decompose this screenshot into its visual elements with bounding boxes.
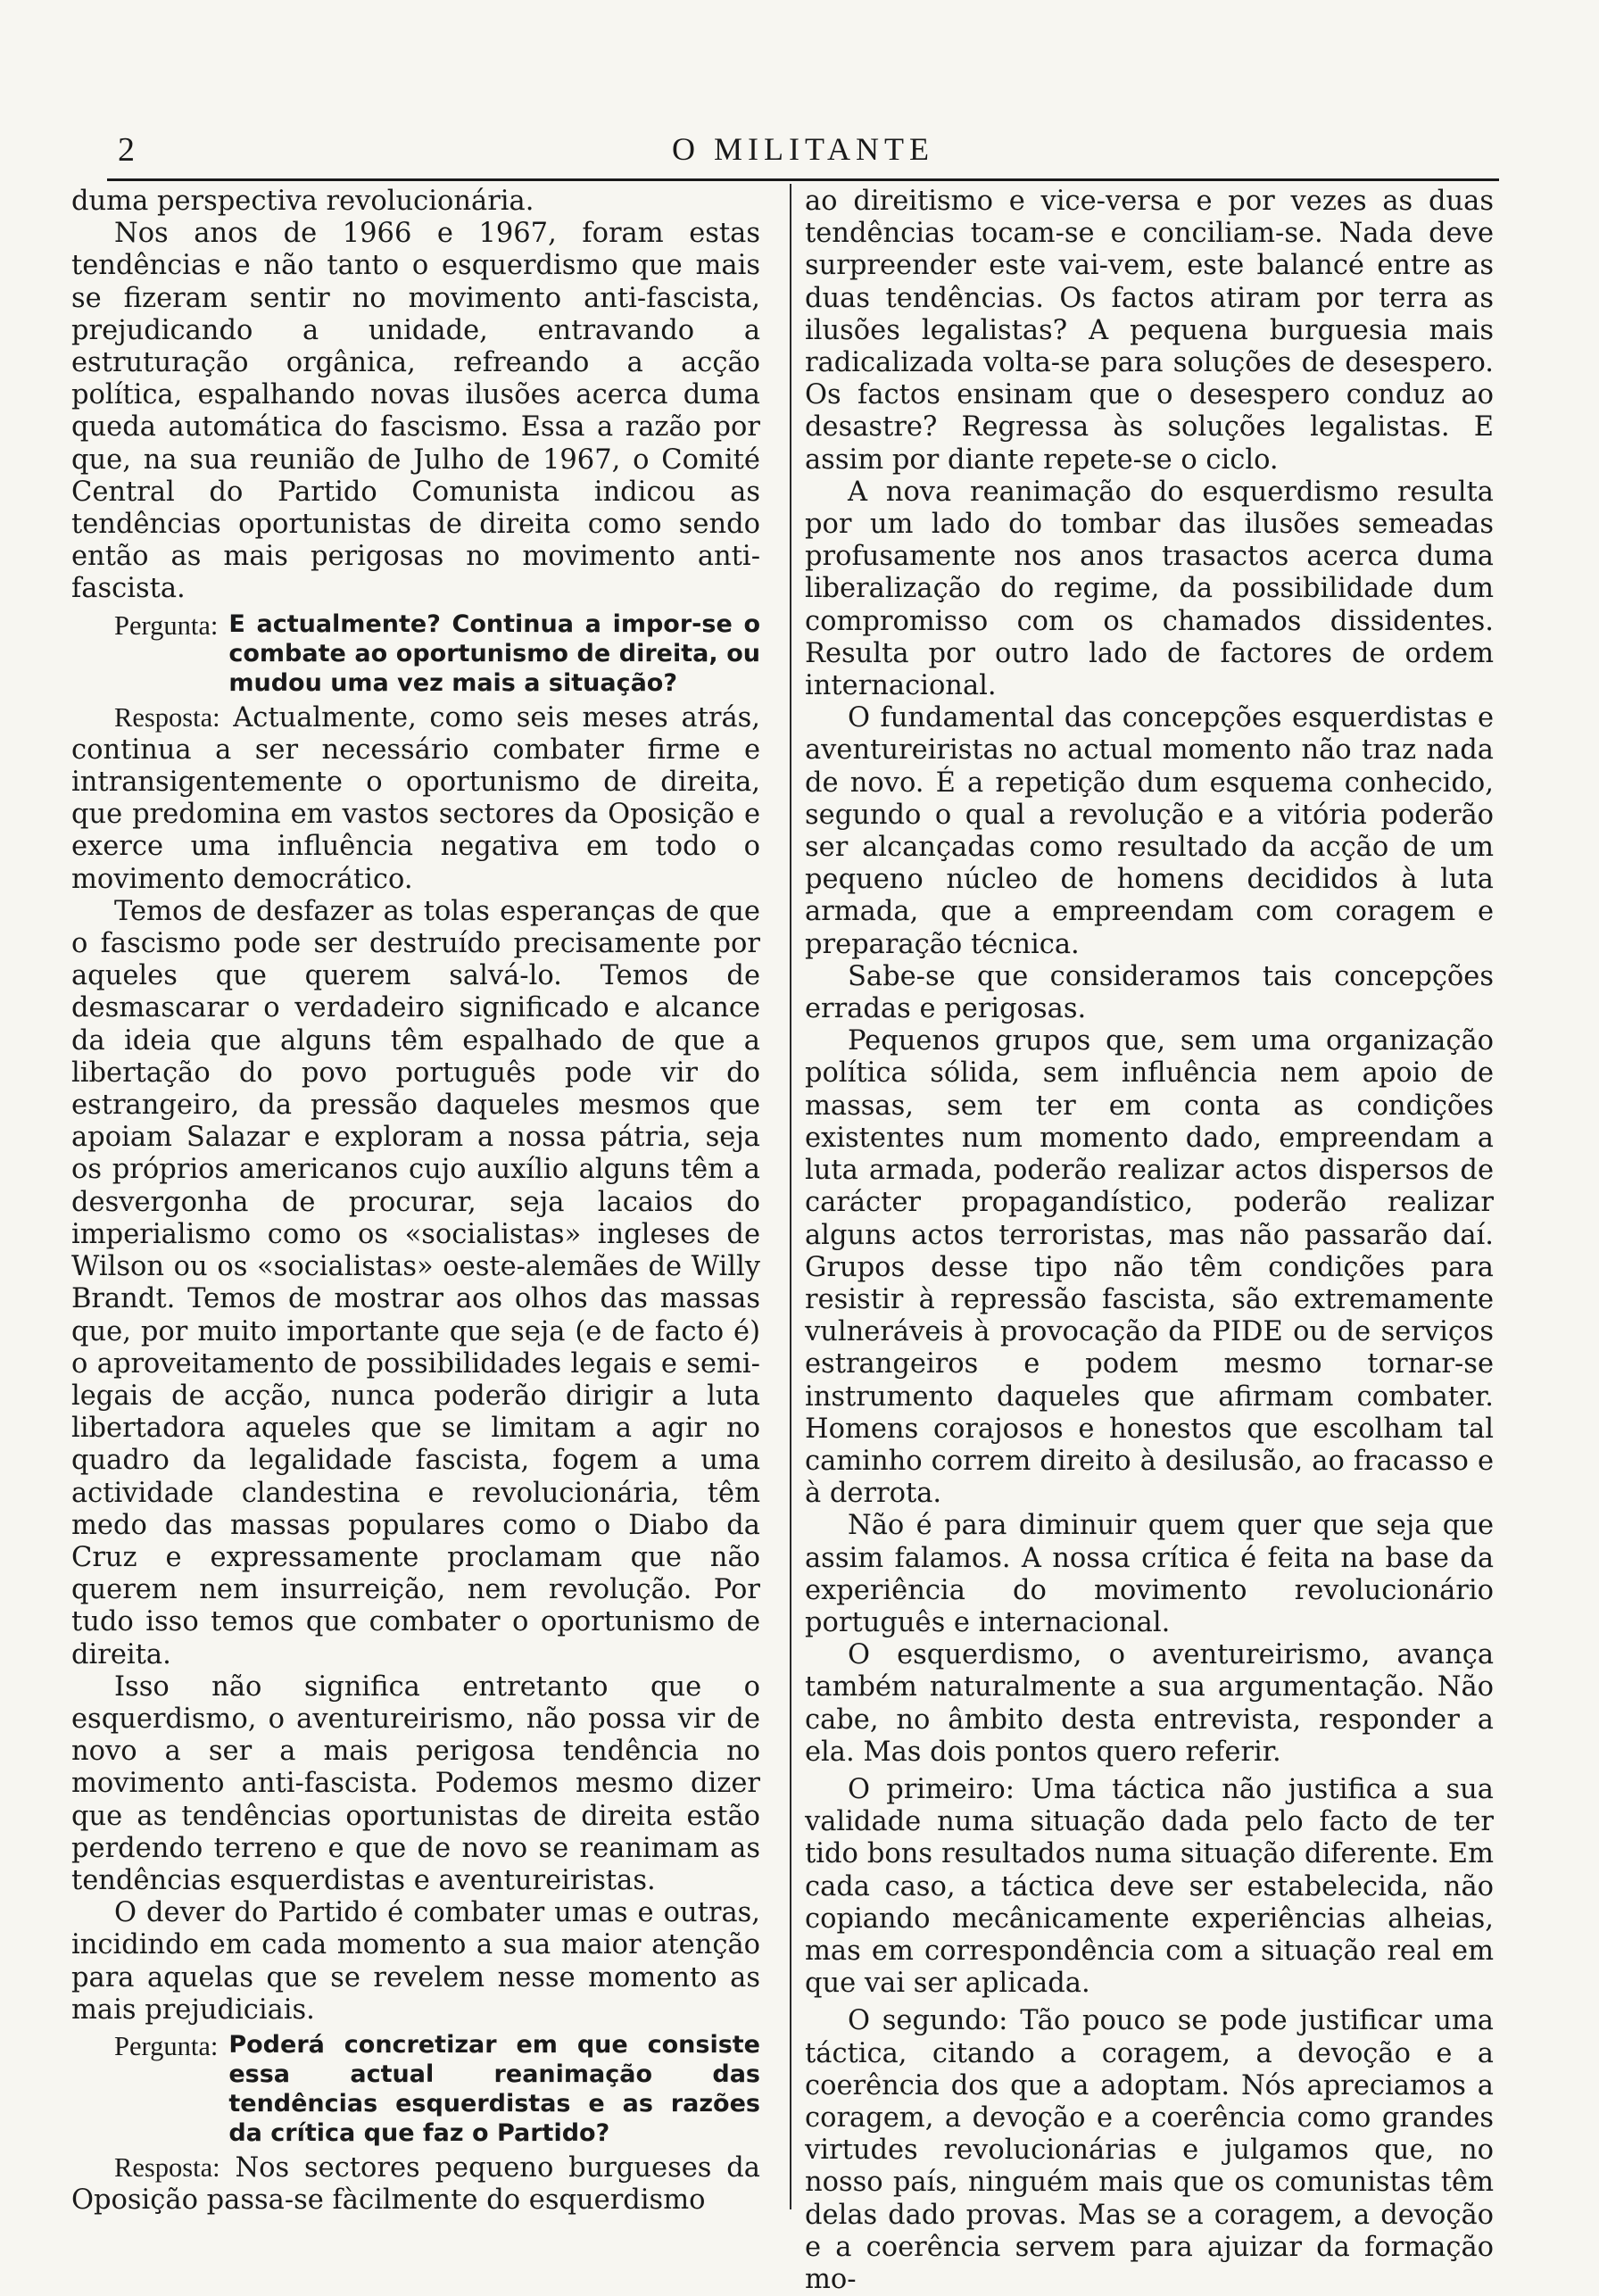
paragraph: A nova reanimação do esquerdismo resulta por um lado do tombar das ilusões semeadas profusamente nos anos trasactos acerca duma liberalização do regime, da possibilidade dum compromisso com os chamados dissidentes. Resulta por outro lado de factores de ordem internacional. [805,476,1494,702]
question-text: Poderá concretizar em que consiste essa actual reanimação das tendências esquerdistas e as razões da crítica que faz o Partido? [228,2030,760,2147]
question-label: Pergunta: [114,2030,219,2061]
paragraph: duma perspectiva revolucionária. [71,186,534,217]
answer-label: Resposta: [114,701,220,733]
paragraph: Nos anos de 1966 e 1967, foram estas tendências e não tanto o esquerdismo que mais se fizeram sentir no movimento anti-fascista, prejudicando a unidade, entravando a estruturação orgânica, refreando a acção política, espalhando novas ilusões acerca duma queda automática do fascismo. Essa a razão por que, na sua reunião de Julho de 1967, o Comité Central do Partido Comunista indicou as tendências oportunistas de direita como sendo então as mais perigosas no movimento anti-fascista. [71,218,760,605]
paragraph: Temos de desfazer as tolas esperanças de que o fascismo pode ser destruído precisamente por aqueles que querem salvá-lo. Temos de desmascarar o verdadeiro significado e alcance da ideia que alguns têm espalhado de que a libertação do povo português pode vir do estrangeiro, da pressão daqueles mesmos que apoiam Salazar e exploram a nossa pátria, seja os próprios americanos cujo auxílio alguns têm a desvergonha de procurar, seja lacaios do imperialismo como os «socialistas» ingleses de Wilson ou os «socialistas» oeste-alemães de Willy Brandt. Temos de mostrar aos olhos das massas que, por muito importante que seja (e de facto é) o aproveitamento de possibilidades legais e semi-legais de acção, nunca poderão dirigir a luta libertadora aqueles que se limitam a agir no quadro da legalidade fascista, fogem a uma actividade clandestina e revolucionária, têm medo das massas populares como o Diabo da Cruz e expressamente proclamam que não querem nem insurreição, nem revolução. Por tudo isso temos que combater o oportunismo de direita. [71,895,760,1670]
right-column [805,186,1494,2296]
answer-text: Nos sectores pequeno burgueses da Oposição passa-se fàcilmente do esquerdismo [71,2151,760,2217]
question-text: E actualmente? Continua a impor-se o combate ao oportunismo de direita, ou mudou uma vez mais a situação? [228,609,760,697]
paragraph: O esquerdismo, o aventureirismo, avança também naturalmente a sua argumentação. Não cabe, no âmbito desta entrevista, responder a ela. Mas dois pontos quero referir. [805,1639,1494,1768]
answer-paragraph [71,701,760,896]
paragraph: ao direitismo e vice-versa e por vezes as duas tendências tocam-se e conciliam-se. Nada deve surpreender este vai-vem, este balancé entre as duas tendências. Os factos atiram por terra as ilusões legalistas? A pequena burguesia mais radicalizada volta-se para soluções de desespero. Os factos ensinam que o desespero conduz ao desastre? Regressa às soluções legalistas. E assim por diante repete-se o ciclo. [805,186,1494,476]
paragraph: Sabe-se que consideramos tais concepções erradas e perigosas. [805,960,1494,1025]
page-number: 2 [118,131,135,169]
paragraph: O segundo: Tão pouco se pode justificar uma táctica, citando a coragem, a devoção e a coerência dos que a adoptam. Nós apreciamos a coragem, a devoção e a coerência como grandes virtudes revolucionárias e julgamos que, no nosso país, ninguém mais que os comunistas têm delas dado provas. Mas se a coragem, a devoção e a coerência servem para ajuizar da formação mo- [805,2005,1494,2295]
answer-paragraph [71,2151,760,2217]
paragraph: Isso não significa entretanto que o esquerdismo, o aventureirismo, não possa vir de novo a ser a mais perigosa tendência no movimento anti-fascista. Podemos mesmo dizer que as tendências oportunistas de direita estão perdendo terreno e que de novo se reanimam as tendências esquerdistas e aventureiristas. [71,1670,760,1896]
column-divider [790,184,791,2209]
question-block [71,609,760,698]
paragraph: O fundamental das concepções esquerdistas e aventureiristas no actual momento não traz nada de novo. É a repetição dum esquema conhecido, segundo o qual a revolução e a vitória poderão ser alcançadas como resultado da acção de um pequeno núcleo de homens decididos à luta armada, que a empreendam com coragem e preparação técnica. [805,702,1494,960]
paragraph: O dever do Partido é combater umas e outras, incidindo em cada momento a sua maior atenção para aquelas que se revelem nesse momento as mais prejudiciais. [71,1897,760,2026]
paragraph: O primeiro: Uma táctica não justifica a sua validade numa situação dada pelo facto de ter tido bons resultados numa situação diferente. Em cada caso, a táctica deve ser estabelecida, não copiando mecânicamente experiências alheias, mas em correspondência com a situação real em que vai ser aplicada. [805,1773,1494,2000]
publication-title: O MILITANTE [671,131,935,167]
header-rule [107,178,1499,181]
answer-label: Resposta: [114,2151,220,2183]
paragraph: Pequenos grupos que, sem uma organização política sólida, sem influência nem apoio de massas, sem ter em conta as condições existentes num momento dado, empreendam a luta armada, poderão realizar actos dispersos de carácter propagandístico, poderão realizar alguns actos terroristas, mas não passarão daí. Grupos desse tipo não têm condições para resistir à repressão fascista, são extremamente vulneráveis à provocação da PIDE ou de serviços estrangeiros e podem mesmo tornar-se instrumento daqueles que afirmam combater. Homens corajosos e honestos que escolham tal caminho correm direito à desilusão, ao fracasso e à derrota. [805,1025,1494,1510]
question-label: Pergunta: [114,609,219,641]
page-header [107,125,1499,178]
question-block [71,2030,760,2148]
answer-text: Actualmente, como seis meses atrás, continua a ser necessário combater firme e intransigentemente o oportunismo de direita, que predomina em vastos sectores da Oposição e exerce uma influência negativa em todo o movimento democrático. [71,701,760,895]
paragraph: Não é para diminuir quem quer que seja que assim falamos. A nossa crítica é feita na base da experiência do movimento revolucionário português e internacional. [805,1510,1494,1638]
left-column [71,186,760,2217]
